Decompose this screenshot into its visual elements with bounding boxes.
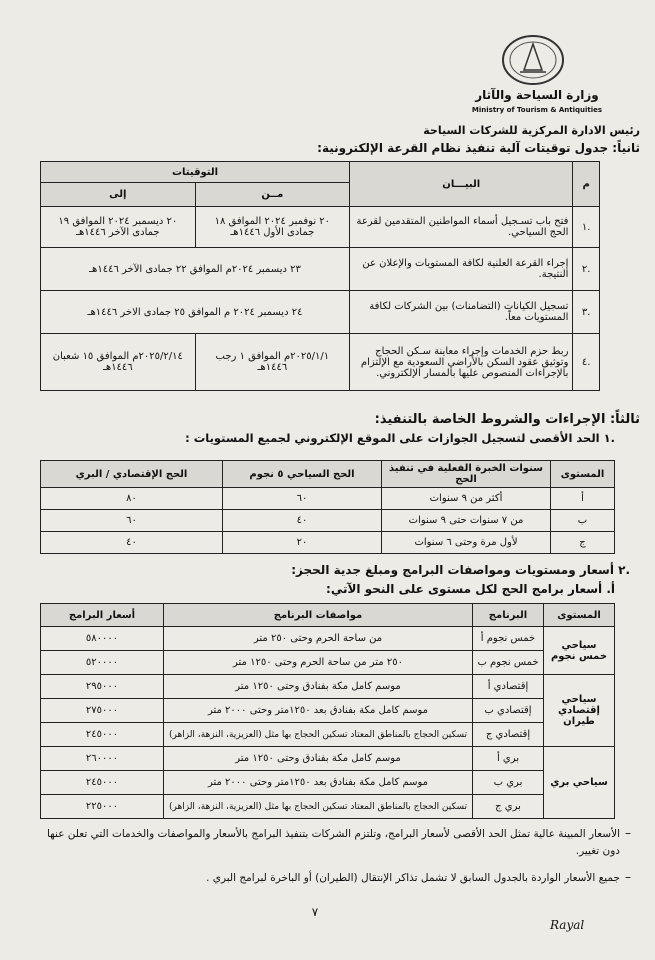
table-row	[41, 795, 615, 819]
table-row	[41, 675, 615, 699]
row-date: ٢٤ ديسمبر ٢٠٢٤ م الموافق ٢٥ جمادى الاخر ١٤٤٦هـ	[41, 291, 350, 334]
row-number: .٣	[573, 291, 600, 334]
price-value: ٢٦٠٠٠٠	[41, 747, 164, 771]
col-program-header: البرنامج	[473, 604, 544, 627]
section3-item1: .١ الحد الأقصى لتسجيل الجوازات على الموقع الإلكتروني لجميع المستويات :	[185, 431, 615, 445]
price-spec: موسم كامل مكة بفنادق وحتى ١٢٥٠ متر	[164, 675, 473, 699]
quota-tourism5: ٤٠	[223, 510, 382, 532]
price-spec: موسم كامل مكة بفنادق وحتى ١٢٥٠ متر	[164, 747, 473, 771]
page-number: ٧	[311, 905, 319, 919]
row-from: ٢٠ نوفمبر ٢٠٢٤ الموافق ١٨ جمادى الأول ١٤٤٦هـ	[195, 207, 349, 248]
quota-level: ج	[551, 532, 615, 554]
table-row	[41, 488, 615, 510]
price-table	[40, 603, 615, 819]
col-experience-header: سنوات الخبرة الفعلية في تنفيذ الحج	[382, 461, 551, 488]
price-spec: تسكين الحجاج بالمناطق المعتاد تسكين الحجاج بها مثل (العزيزية، النزهة، الزاهر)	[164, 723, 473, 747]
row-number: .٢	[573, 248, 600, 291]
ministry-logo	[462, 34, 612, 126]
note-tickets: جميع الأسعار الواردة بالجدول السابق لا تشمل تذاكر الإنتقال (الطيران) أو الباخرة لبرامج البري .	[206, 872, 620, 884]
table-row	[41, 651, 615, 675]
col-spec-header: مواصفات البرنامج	[164, 604, 473, 627]
quota-experience: لأول مرة وحتى ٦ سنوات	[382, 532, 551, 554]
section3-item2: .٢ أسعار ومستويات ومواصفات البرامج ومبلغ جدية الحجز:	[291, 563, 630, 577]
table-row	[41, 771, 615, 795]
price-program: خمس نجوم ب	[473, 651, 544, 675]
table-row	[41, 723, 615, 747]
header-org-line: رئيس الادارة المركزية للشركات السياحة	[423, 124, 640, 137]
quota-economy: ٦٠	[41, 510, 223, 532]
table-row	[41, 747, 615, 771]
quota-experience: أكثر من ٩ سنوات	[382, 488, 551, 510]
table-row	[41, 627, 615, 651]
price-program: خمس نجوم أ	[473, 627, 544, 651]
price-level: سياحي إقتصادي طيران	[544, 675, 615, 747]
signature: Rayal	[550, 918, 585, 932]
price-program: بري أ	[473, 747, 544, 771]
price-value: ٥٢٠٠٠٠	[41, 651, 164, 675]
row-statement: فتح باب تسـجيل أسماء المواطنين المتقدمين لقرعة الحج السياحي.	[350, 207, 573, 248]
price-level: سياحي خمس نجوم	[544, 627, 615, 675]
price-value: ٢٤٥٠٠٠	[41, 771, 164, 795]
price-value: ٢٤٥٠٠٠	[41, 723, 164, 747]
ministry-seal-icon	[500, 34, 566, 86]
section2-title: ثانياً: جدول توقيتات آلية تنفيذ نظام القرعة الإلكترونية:	[317, 141, 640, 155]
row-statement: ربط حزم الخدمات وإجراء معاينة سـكن الحجاج وتوثيق عقود السكن بالأراضي السعودية مع الإلتزام بالإجراءات المنصوص عليها بالمسار الإلكتروني.	[350, 334, 573, 391]
price-value: ٥٨٠٠٠٠	[41, 627, 164, 651]
col-to-header: إلى	[41, 183, 196, 207]
section3-title: ثالثاً: الإجراءات والشروط الخاصة بالتنفيذ:	[374, 412, 640, 427]
price-value: ٢٢٥٠٠٠	[41, 795, 164, 819]
row-to: ٢٠٢٥/٢/١٤م الموافق ١٥ شعبان ١٤٤٦هـ	[41, 334, 196, 391]
price-spec: موسم كامل مكة بفنادق بعد ١٢٥٠متر وحتى ٢٠٠٠ متر	[164, 771, 473, 795]
price-program: بري ب	[473, 771, 544, 795]
quota-level: ب	[551, 510, 615, 532]
quota-economy: ٨٠	[41, 488, 223, 510]
price-spec: موسم كامل مكة بفنادق بعد ١٢٥٠متر وحتى ٢٠٠٠ متر	[164, 699, 473, 723]
section3-item2a: أ. أسعار برامج الحج لكل مستوى على النحو الآتي:	[326, 582, 615, 596]
col-from-header: مــن	[195, 183, 349, 207]
note-bullet-icon: –	[625, 870, 631, 884]
col-level-header: المستوى	[551, 461, 615, 488]
col-economy-header: الحج الإقتصادي / البري	[41, 461, 223, 488]
price-spec: تسكين الحجاج بالمناطق المعتاد تسكين الحجاج بها مثل (العزيزية، النزهة، الزاهر)	[164, 795, 473, 819]
col-tourism5-header: الحج السياحي ٥ نجوم	[223, 461, 382, 488]
price-program: إقتصادي ب	[473, 699, 544, 723]
price-spec: من ساحة الحرم وحتى ٢٥٠ متر	[164, 627, 473, 651]
row-from: ٢٠٢٥/١/١م الموافق ١ رجب ١٤٤٦هـ	[195, 334, 349, 391]
quota-level: أ	[551, 488, 615, 510]
row-number: .١	[573, 207, 600, 248]
table-row	[41, 532, 615, 554]
quota-tourism5: ٢٠	[223, 532, 382, 554]
table-row	[41, 248, 600, 291]
row-date: ٢٣ ديسمبر ٢٠٢٤م الموافق ٢٢ جمادى الآخر ١٤٤٦هـ	[41, 248, 350, 291]
col-price-header: أسعار البرامج	[41, 604, 164, 627]
logo-english-text: Ministry of Tourism & Antiquities	[471, 106, 603, 114]
table-row	[41, 510, 615, 532]
price-value: ٢٩٥٠٠٠	[41, 675, 164, 699]
table-row	[41, 334, 600, 391]
col-timings-header: التوقيتات	[41, 162, 350, 183]
timing-table	[40, 161, 600, 391]
price-program: إقتصادي ج	[473, 723, 544, 747]
note-bullet-icon: –	[625, 826, 631, 840]
col-level-header: المستوى	[544, 604, 615, 627]
row-statement: إجراء القرعة العلنية لكافة المستويات والإعلان عن النتيجة.	[350, 248, 573, 291]
table-row	[41, 207, 600, 248]
note-prices: الأسعار المبينة عالية تمثل الحد الأقصى لأسعار البرامج، وتلتزم الشركات بتنفيذ البرامج بالأسعار والمواصفات والخدمات التي تعلن عنها دون تغيير.	[46, 828, 620, 857]
table-row	[41, 699, 615, 723]
price-program: بري ج	[473, 795, 544, 819]
col-num-header: م	[573, 162, 600, 207]
quota-economy: ٤٠	[41, 532, 223, 554]
quota-tourism5: ٦٠	[223, 488, 382, 510]
price-program: إقتصادي أ	[473, 675, 544, 699]
price-level: سياحي بري	[544, 747, 615, 819]
price-value: ٢٧٥٠٠٠	[41, 699, 164, 723]
row-statement: تسجيل الكيانات (التضامنات) بين الشركات لكافة المستويات معاً.	[350, 291, 573, 334]
price-spec: ٢٥٠ متر من ساحة الحرم وحتى ١٢٥٠ متر	[164, 651, 473, 675]
quota-experience: من ٧ سنوات حتى ٩ سنوات	[382, 510, 551, 532]
col-statement-header: البيـــان	[350, 162, 573, 207]
logo-arabic-text: وزارة السياحة والآثار	[475, 88, 599, 102]
table-row	[41, 291, 600, 334]
row-number: .٤	[573, 334, 600, 391]
quota-table	[40, 460, 615, 554]
row-to: ٢٠ ديسمبر ٢٠٢٤ الموافق ١٩ جمادى الآخر ١٤٤٦هـ	[41, 207, 196, 248]
